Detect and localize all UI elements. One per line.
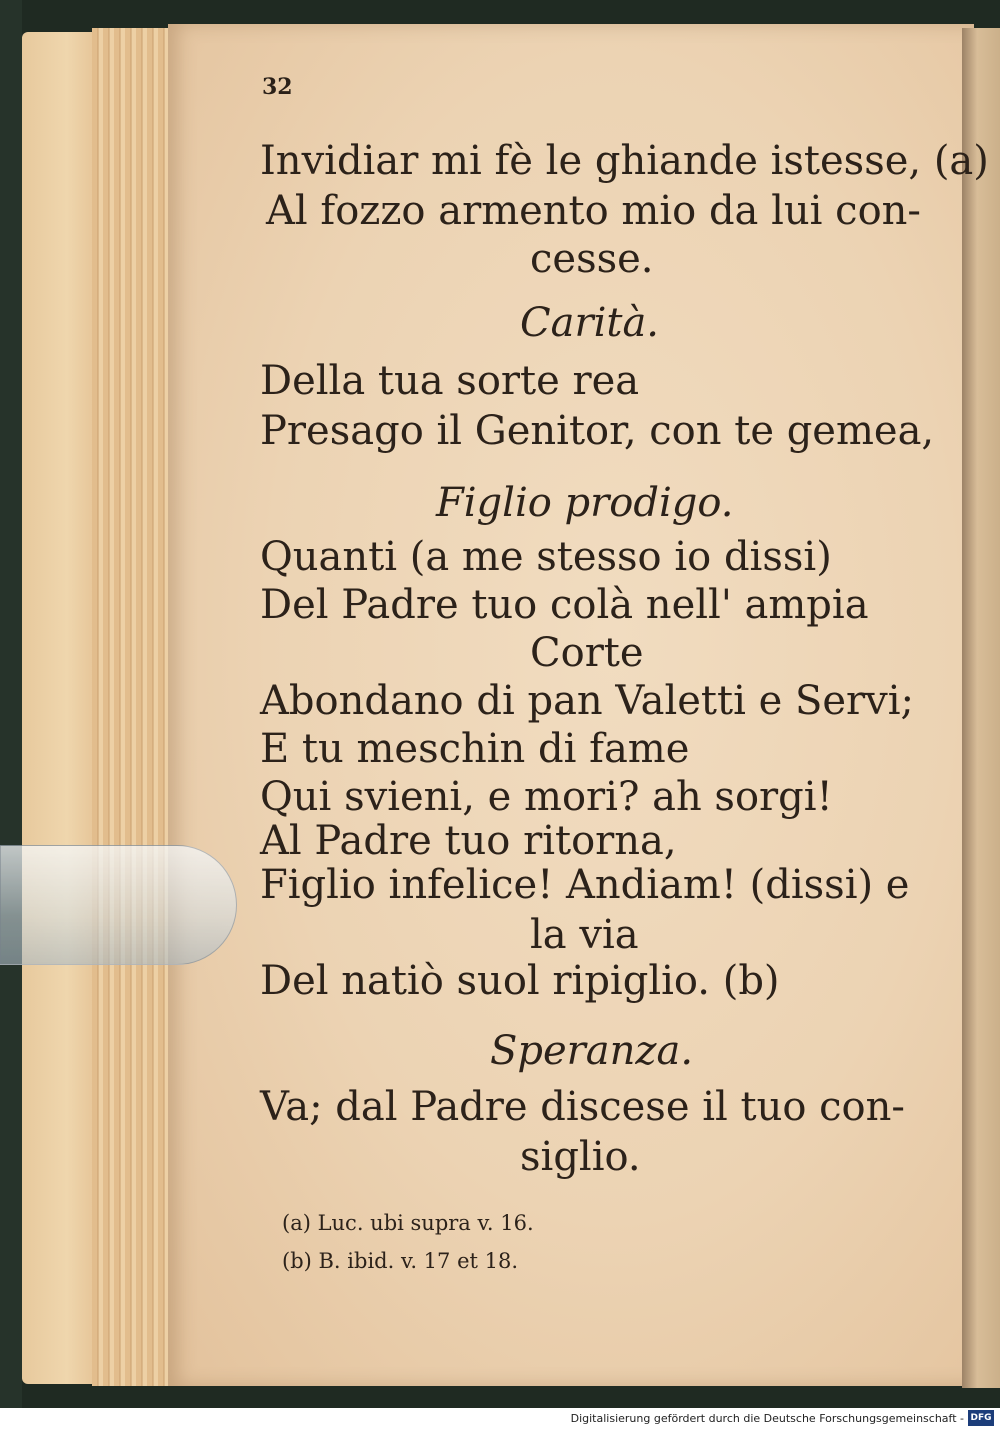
verse-line: Qui svieni, e mori? ah sorgi! (260, 774, 833, 820)
page-number: 32 (262, 74, 293, 100)
footnote: (a) Luc. ubi supra v. 16. (282, 1211, 534, 1235)
section-heading: Figlio prodigo. (436, 480, 734, 526)
verse-line: Al Padre tuo ritorna, (260, 818, 677, 864)
verse-line: Va; dal Padre discese il tuo con- (260, 1084, 905, 1130)
verse-line: siglio. (520, 1134, 641, 1180)
verse-line: Quanti (a me stesso io dissi) (260, 534, 832, 580)
book-gutter (962, 28, 1000, 1388)
verse-line: Al fozzo armento mio da lui con- (266, 188, 921, 234)
verse-line: Figlio infelice! Andiam! (dissi) e (260, 862, 910, 908)
verse-line: cesse. (530, 236, 654, 282)
verse-line: Del natiò suol ripiglio. (b) (260, 958, 780, 1004)
verse-line: la via (530, 912, 639, 958)
digitization-credit: Digitalisierung gefördert durch die Deutsche Forschungsgemeinschaft - (570, 1412, 964, 1425)
verse-line: Abondano di pan Valetti e Servi; (260, 678, 915, 724)
dfg-logo: DFG (968, 1410, 994, 1426)
section-heading: Speranza. (490, 1028, 694, 1074)
verse-line: Della tua sorte rea (260, 358, 640, 404)
verse-line: Invidiar mi fè le ghiande istesse, (a) (260, 138, 989, 184)
scan-background (0, 0, 22, 1431)
verse-line: Presago il Genitor, con te gemea, (260, 408, 935, 454)
section-heading: Carità. (520, 300, 660, 346)
page-stack-edge (92, 28, 172, 1386)
verse-line: E tu meschin di fame (260, 726, 690, 772)
glass-page-weight (0, 845, 237, 965)
verse-line: Del Padre tuo colà nell' ampia (260, 582, 869, 628)
verse-line: Corte (530, 630, 644, 676)
footnote: (b) B. ibid. v. 17 et 18. (282, 1249, 519, 1273)
